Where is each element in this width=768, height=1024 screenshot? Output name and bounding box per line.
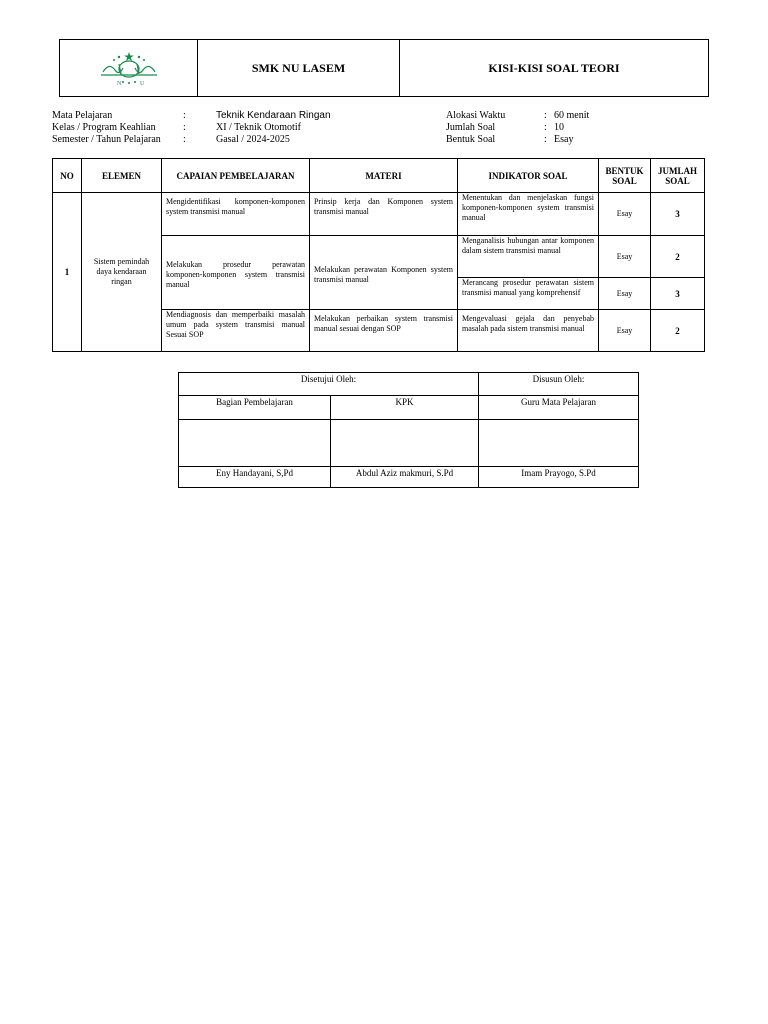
approved-by-label: Disetujui Oleh: [179,373,479,396]
approval-table [178,372,639,488]
info-value: 10 [554,122,564,133]
cell-elemen: Sistem pemindah daya kendaraan ringan [82,193,162,352]
role-guru: Guru Mata Pelajaran [479,396,639,420]
info-row [446,134,589,146]
info-value: 60 menit [554,110,590,121]
cell-materi: Prinsip kerja dan Komponen system transmisi manual [310,193,458,236]
header-materi: MATERI [310,159,458,193]
kisi-kisi-table [52,158,705,352]
cell-materi: Melakukan perawatan Komponen system transmisi manual [310,236,458,310]
info-value: XI / Teknik Otomotif [216,122,301,133]
info-colon: : [544,122,547,133]
info-label: Jumlah Soal [446,122,496,133]
table-row [53,193,705,236]
cell-indikator: Menganalisis hubungan antar komponen dalam sistem transmisi manual [458,236,599,278]
logo-letters: N [116,81,121,86]
role-kpk: KPK [331,396,479,420]
info-label: Mata Pelajaran [52,110,113,121]
signature-row [179,420,639,467]
table-header-row [53,159,705,193]
header-capaian: CAPAIAN PEMBELAJARAN [162,159,310,193]
info-colon: : [183,110,186,121]
prepared-by-label: Disusun Oleh: [479,373,639,396]
header-jumlah: JUMLAH SOAL [651,159,705,193]
info-row [446,110,589,122]
info-colon: : [544,134,547,145]
nu-logo-icon [97,50,161,86]
logo-cell [60,40,198,96]
info-row [52,110,436,122]
cell-indikator: Merancang prosedur perawatan sistem transmisi manual yang komprehensif [458,278,599,310]
header-indikator: INDIKATOR SOAL [458,159,599,193]
info-left [52,110,436,146]
header-elemen: ELEMEN [82,159,162,193]
approval-heading-row [179,373,639,396]
cell-capaian: Mendiagnosis dan memperbaiki masalah umum pada system transmisi manual Sesuai SOP [162,310,310,352]
signature-space [331,420,479,467]
cell-jumlah: 2 [651,236,705,278]
cell-materi: Melakukan perbaikan system transmisi manual sesuai dengan SOP [310,310,458,352]
svg-text:U: U [139,81,144,86]
info-label: Bentuk Soal [446,134,496,145]
info-colon: : [544,110,547,121]
info-label: Semester / Tahun Pelajaran [52,134,161,145]
cell-capaian: Mengidentifikasi komponen-komponen system transmisi manual [162,193,310,236]
document-title: KISI-KISI SOAL TEORI [488,60,620,75]
role-bagian-pembelajaran: Bagian Pembelajaran [179,396,331,420]
info-value: Teknik Kendaraan Ringan [216,110,331,121]
cell-indikator: Mengevaluasi gejala dan penyebab masalah pada sistem transmisi manual [458,310,599,352]
approval-role-row [179,396,639,420]
cell-jumlah: 3 [651,193,705,236]
approval-name-row [179,467,639,488]
header-bentuk: BENTUK SOAL [599,159,651,193]
cell-no: 1 [53,193,82,352]
info-value: Gasal / 2024-2025 [216,134,290,145]
name-kpk: Abdul Aziz makmuri, S.Pd [331,467,479,488]
name-guru: Imam Prayogo, S.Pd [479,467,639,488]
header-no: NO [53,159,82,193]
info-colon: : [183,122,186,133]
info-row [52,122,436,134]
cell-capaian: Melakukan prosedur perawatan komponen-komponen system transmisi manual [162,236,310,310]
info-right [446,110,589,146]
cell-jumlah: 2 [651,310,705,352]
cell-bentuk: Esay [599,236,651,278]
info-label: Alokasi Waktu [446,110,506,121]
signature-space [479,420,639,467]
signature-space [179,420,331,467]
info-row [52,134,436,146]
info-value: Esay [554,134,574,145]
name-bagian-pembelajaran: Eny Handayani, S,Pd [179,467,331,488]
info-label: Kelas / Program Keahlian [52,122,156,133]
document-header [59,39,709,97]
info-row [446,122,589,134]
cell-bentuk: Esay [599,193,651,236]
school-name: SMK NU LASEM [198,40,400,96]
cell-bentuk: Esay [599,310,651,352]
info-colon: : [183,134,186,145]
cell-bentuk: Esay [599,278,651,310]
cell-jumlah: 3 [651,278,705,310]
cell-indikator: Menentukan dan menjelaskan fungsi komponen-komponen system transmisi manual [458,193,599,236]
